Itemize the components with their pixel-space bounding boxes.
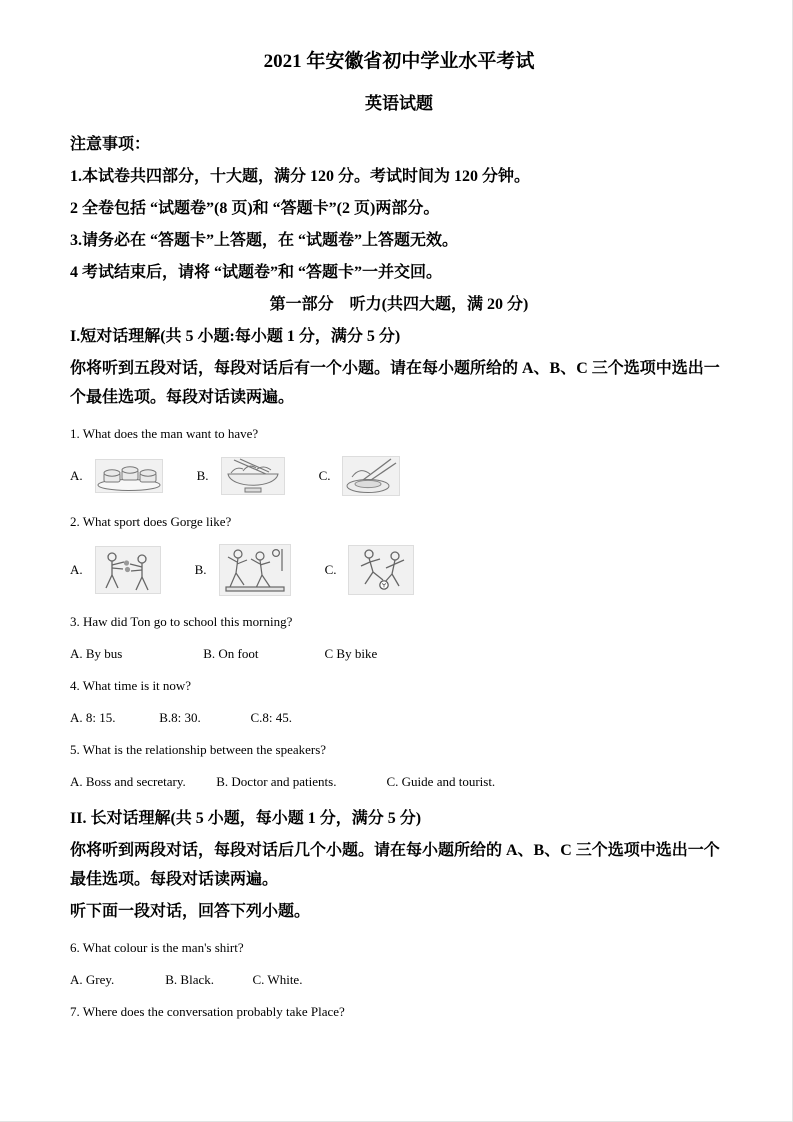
question-5-options	[70, 772, 728, 792]
basketball-game-image	[219, 544, 291, 596]
q4-option-b: B.8: 30.	[159, 710, 201, 725]
q1-option-b	[197, 457, 285, 495]
question-7-text: 7. Where does the conversation probably take Place?	[70, 1004, 345, 1019]
q5-option-a: A. Boss and secretary.	[70, 774, 186, 789]
q5-option-b: B. Doctor and patients.	[216, 774, 337, 789]
section2-sub-instruction: 听下面一段对话，回答下列小题。	[70, 903, 311, 920]
question-3-options	[70, 644, 728, 664]
q4-option-c: C.8: 45.	[250, 710, 293, 725]
q6-option-c: C. White.	[252, 972, 303, 987]
q3-option-a: A. By bus	[70, 646, 123, 661]
q1-option-c	[319, 456, 401, 496]
question-4-text: 4. What time is it now?	[70, 678, 192, 693]
q2-option-c	[325, 545, 415, 595]
q2-option-a-label: A.	[70, 562, 83, 577]
notice-item-2: 2 全卷包括 “试题卷”(8 页)和 “答题卡”(2 页)两部分。	[70, 200, 440, 217]
notice-heading: 注意事项：	[70, 136, 151, 153]
question-1-text: 1. What does the man want to have?	[70, 426, 259, 441]
notice-item-4: 4 考试结束后，请将 “试题卷”和 “答题卡”一并交回。	[70, 264, 443, 281]
exam-title: 2021 年安徽省初中学业水平考试	[263, 51, 535, 72]
section1-heading: I.短对话理解(共 5 小题:每小题 1 分，满分 5 分)	[70, 328, 401, 345]
question-3-text: 3. Haw did Ton go to school this morning?	[70, 614, 293, 629]
notice-item-3: 3.请务必在 “答题卡”上答题，在 “试题卷”上答题无效。	[70, 232, 459, 249]
noodle-bowl-image	[221, 457, 285, 495]
q2-option-b	[195, 544, 291, 596]
q1-option-a	[70, 459, 163, 493]
question-5-text: 5. What is the relationship between the speakers?	[70, 742, 327, 757]
q3-option-c: C By bike	[324, 646, 378, 661]
q4-option-a: A. 8: 15.	[70, 710, 116, 725]
q5-option-c: C. Guide and tourist.	[386, 774, 496, 789]
cake-plate-image	[95, 459, 163, 493]
question-2-options	[70, 544, 728, 596]
chopsticks-dish-image	[342, 456, 400, 496]
question-6-text: 6. What colour is the man's shirt?	[70, 940, 244, 955]
boxing-match-image	[95, 546, 161, 594]
q6-option-a: A. Grey.	[70, 972, 115, 987]
q1-option-c-label: C.	[318, 468, 331, 483]
section2-heading: II. 长对话理解(共 5 小题，每小题 1 分，满分 5 分)	[70, 810, 422, 827]
exam-subtitle: 英语试题	[365, 94, 433, 113]
q2-option-a	[70, 546, 161, 594]
question-6-options	[70, 970, 728, 990]
section2-instructions: 你将听到两段对话，每段对话后几个小题。请在每小题所给的 A、B、C 三个选项中选出一个最佳选项。每段对话读两遍。	[70, 842, 720, 888]
notice-item-1: 1.本试卷共四部分，十大题，满分 120 分。考试时间为 120 分钟。	[70, 168, 531, 185]
q1-option-b-label: B.	[196, 468, 209, 483]
section1-instructions: 你将听到五段对话，每段对话后有一个小题。请在每小题所给的 A、B、C 三个选项中选出一个最佳选项。每段对话读两遍。	[70, 360, 720, 406]
q6-option-b: B. Black.	[165, 972, 214, 987]
q2-option-b-label: B.	[194, 562, 207, 577]
q2-option-c-label: C.	[324, 562, 337, 577]
question-4-options	[70, 708, 728, 728]
question-1-options	[70, 456, 728, 496]
q3-option-b: B. On foot	[203, 646, 259, 661]
soccer-game-image	[348, 545, 414, 595]
part1-heading: 第一部分 听力(共四大题，满 20 分)	[269, 296, 529, 313]
q1-option-a-label: A.	[70, 468, 83, 483]
question-2-text: 2. What sport does Gorge like?	[70, 514, 232, 529]
